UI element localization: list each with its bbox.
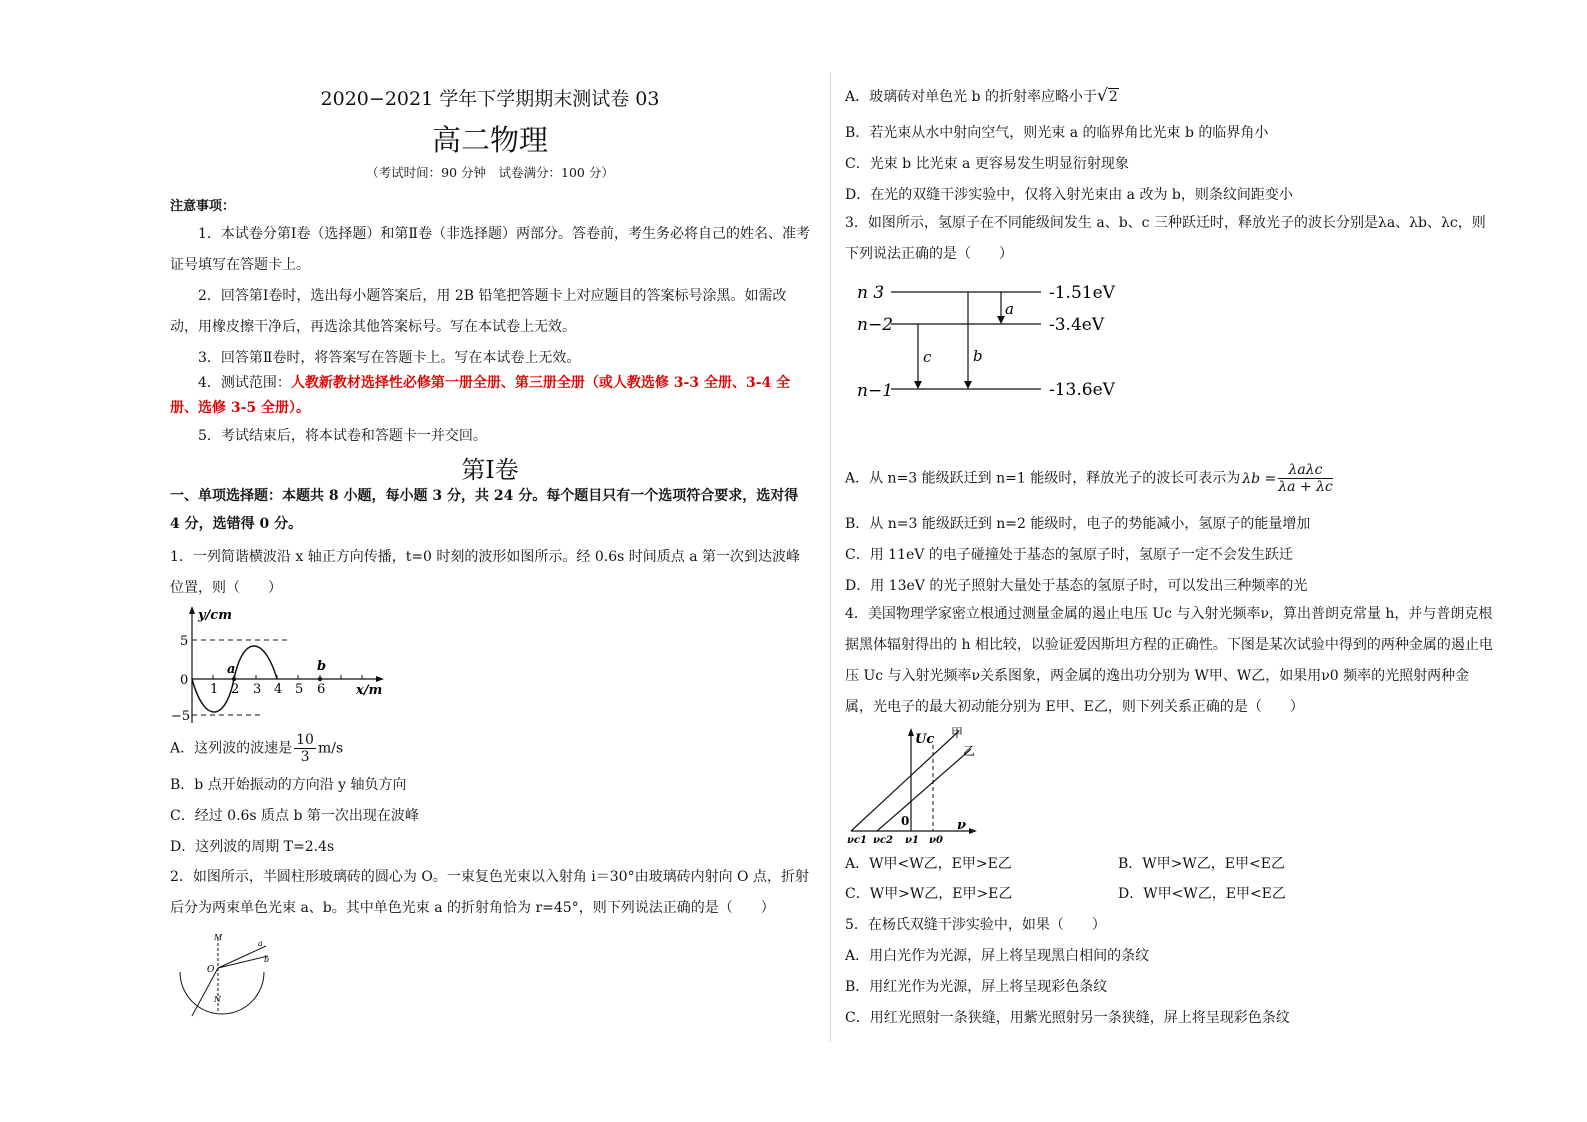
wave-x-tick: 1 <box>210 682 219 697</box>
wave-y-tick: −5 <box>171 709 191 724</box>
wave-x-tick: 6 <box>317 682 326 697</box>
fraction-denominator: λa + λc <box>1278 479 1333 495</box>
q1-option-a-unit: m/s <box>317 740 344 757</box>
notice-item: 3．回答第Ⅱ卷时，将答案写在答题卡上。写在本试卷上无效。 <box>198 350 581 366</box>
q2-option-a-text: A．玻璃砖对单色光 b 的折射率应略小于 <box>845 89 1097 105</box>
q2-option-c: C．光束 b 比光束 a 更容易发生明显衍射现象 <box>845 156 1129 172</box>
transition-c-label: c <box>923 348 932 366</box>
q4-option-b: B．W甲>W乙，E甲<E乙 <box>1118 856 1285 872</box>
wave-y-label: y/cm <box>198 608 232 623</box>
level-energy: -1.51eV <box>1049 283 1115 303</box>
transition-b-label: b <box>973 347 983 365</box>
wavelength-fraction <box>1278 462 1333 495</box>
prism-label-b: b <box>264 955 270 964</box>
wave-x-label: x/m <box>356 683 383 698</box>
wave-origin: 0 <box>180 673 189 688</box>
wave-x-tick: 5 <box>295 682 304 697</box>
line-jia-label: 甲 <box>951 726 964 740</box>
wave-x-tick: 2 <box>231 682 240 697</box>
prism-label-o: O <box>207 965 215 975</box>
x-mark: νc2 <box>873 835 893 846</box>
q3-option-b: B．从 n=3 能级跃迁到 n=2 能级时，电子的势能减小，氢原子的能量增加 <box>845 516 1311 532</box>
uc-axis-label: Uc <box>915 732 935 747</box>
q1-option-d: D．这列波的周期 T=2.4s <box>170 839 335 855</box>
notice-heading: 注意事项： <box>170 199 236 214</box>
level-n-label: n−1 <box>857 381 894 401</box>
fraction-numerator: λaλc <box>1278 462 1333 479</box>
notice-item: 2．回答第Ⅰ卷时，选出每小题答案后，用 2B 铅笔把答题卡上对应题目的答案标号涂黑。如需改动，用橡皮擦干净后，再选涂其他答案标号。写在本试卷上无效。 <box>170 288 787 335</box>
q3-option-d: D．用 13eV 的光子照射大量处于基态的氢原子时，可以发出三种频率的光 <box>845 578 1308 594</box>
transition-a-label: a <box>1005 300 1014 318</box>
q2-option-a: A．玻璃砖对单色光 b 的折射率应略小于√2 <box>845 86 1118 106</box>
level-energy: -13.6eV <box>1049 380 1115 400</box>
formula-lhs: λb = <box>1242 470 1277 487</box>
notice-scope-label: 4．测试范围： <box>198 375 291 391</box>
q5-stem: 5．在杨氏双缝干涉实验中，如果（ ） <box>845 917 1106 933</box>
point-a-label: a <box>227 662 236 677</box>
prism-label-m: M <box>214 933 223 942</box>
notice-scope-range: 人教新教材选择性必修第一册全册、第三册全册（或人教选修 3-3 全册、3-4 全册、选修 3-5 全册）。 <box>170 375 791 416</box>
q4-option-a: A．W甲<W乙，E甲>E乙 <box>845 856 1012 872</box>
energy-level-diagram <box>855 278 1135 408</box>
wave-graph <box>170 603 390 728</box>
column-divider <box>830 72 831 1042</box>
q4-stem: 4．美国物理学家密立根通过测量金属的遏止电压 Uc 与入射光频率ν，算出普朗克常量 h，并与普朗克根据黑体辐射得出的 h 相比较，以验证爱因斯坦方程的正确性。下图是某次试验中得到的两种金属的遏止电压 Uc 与入射光频率ν关系图象，两金属的逸出功分别为 W甲、W乙，如果用ν0 频率的光照射两种金属，光电子的最大初动能分别为 E甲、E乙，则下列关系正确的是（ ） <box>845 606 1493 715</box>
q1-option-c: C．经过 0.6s 质点 b 第一次出现在波峰 <box>170 808 419 824</box>
subject-title: 高二物理 <box>431 123 548 157</box>
fraction-denominator: 3 <box>300 749 310 765</box>
prism-label-a: a <box>258 939 263 948</box>
exam-title: 2020−2021 学年下学期期末测试卷 03 <box>320 88 660 110</box>
stopping-voltage-graph <box>847 725 987 847</box>
q1-option-a <box>170 732 343 765</box>
notice-item: 5．考试结束后，将本试卷和答题卡一并交回。 <box>198 428 487 444</box>
sqrt-value: 2 <box>1108 89 1118 105</box>
q2-stem: 2．如图所示，半圆柱形玻璃砖的圆心为 O。一束复色光束以入射角 i＝30°由玻璃砖内射向 O 点，折射后分为两束单色光束 a、b。其中单色光束 a 的折射角恰为 r=45°，则下列说法正确的是（ ） <box>170 869 809 916</box>
q4-option-c: C．W甲>W乙，E甲>E乙 <box>845 886 1013 902</box>
q5-option-b: B．用红光作为光源，屏上将呈现彩色条纹 <box>845 979 1108 995</box>
section-instructions: 一、单项选择题：本题共 8 小题，每小题 3 分，共 24 分。每个题目只有一个选项符合要求，选对得 4 分，选错得 0 分。 <box>170 488 799 532</box>
graph-origin: 0 <box>901 814 910 828</box>
q2-option-d: D．在光的双缝干涉实验中，仅将入射光束由 a 改为 b，则条纹间距变小 <box>845 187 1293 203</box>
nu-axis-label: ν <box>957 818 967 833</box>
x-mark: ν0 <box>929 835 943 846</box>
q1-option-a-text: A．这列波的波速是 <box>170 740 293 757</box>
q2-option-b: B．若光束从水中射向空气，则光束 a 的临界角比光束 b 的临界角小 <box>845 125 1269 141</box>
x-mark: ν1 <box>905 835 919 846</box>
q1-speed-fraction <box>294 732 316 765</box>
wave-y-tick: 5 <box>180 634 189 649</box>
prism-label-n: N <box>214 995 221 1004</box>
notice-item: 1．本试卷分第Ⅰ卷（选择题）和第Ⅱ卷（非选择题）两部分。答卷前，考生务必将自己的姓名、准考证号填写在答题卡上。 <box>170 226 810 273</box>
point-b-label: b <box>317 659 327 674</box>
notice-item-scope <box>170 371 810 421</box>
q3-option-a <box>845 462 1335 495</box>
q5-option-a: A．用白光作为光源，屏上将呈现黑白相间的条纹 <box>845 948 1150 964</box>
exam-meta: （考试时间：90 分钟 试卷满分：100 分） <box>366 165 614 180</box>
level-energy: -3.4eV <box>1049 315 1105 335</box>
q5-option-c: C．用红光照射一条狭缝，用紫光照射另一条狭缝，屏上将呈现彩色条纹 <box>845 1010 1290 1026</box>
q3-option-c: C．用 11eV 的电子碰撞处于基态的氢原子时，氢原子一定不会发生跃迁 <box>845 547 1293 563</box>
q3-stem: 3．如图所示，氢原子在不同能级间发生 a、b、c 三种跃迁时，释放光子的波长分别是λa、λb、λc，则下列说法正确的是（ ） <box>845 215 1486 262</box>
section-title: 第Ⅰ卷 <box>461 456 519 484</box>
q1-stem: 1．一列简谐横波沿 x 轴正方向传播，t=0 时刻的波形如图所示。经 0.6s 时间质点 a 第一次到达波峰位置，则（ ） <box>170 549 801 596</box>
q3-option-a-text: A．从 n=3 能级跃迁到 n=1 能级时，释放光子的波长可表示为 <box>845 470 1241 487</box>
level-n-label: n 3 <box>857 283 885 303</box>
q4-option-d: D．W甲<W乙，E甲<E乙 <box>1118 886 1286 902</box>
fraction-numerator: 10 <box>296 732 314 748</box>
x-mark: νc1 <box>847 835 867 846</box>
level-n-label: n−2 <box>857 315 894 335</box>
line-yi-label: 乙 <box>963 744 976 758</box>
q1-option-b: B．b 点开始振动的方向沿 y 轴负方向 <box>170 777 407 793</box>
prism-diagram <box>174 932 274 1020</box>
wave-x-tick: 4 <box>274 682 283 697</box>
wave-x-tick: 3 <box>253 682 262 697</box>
